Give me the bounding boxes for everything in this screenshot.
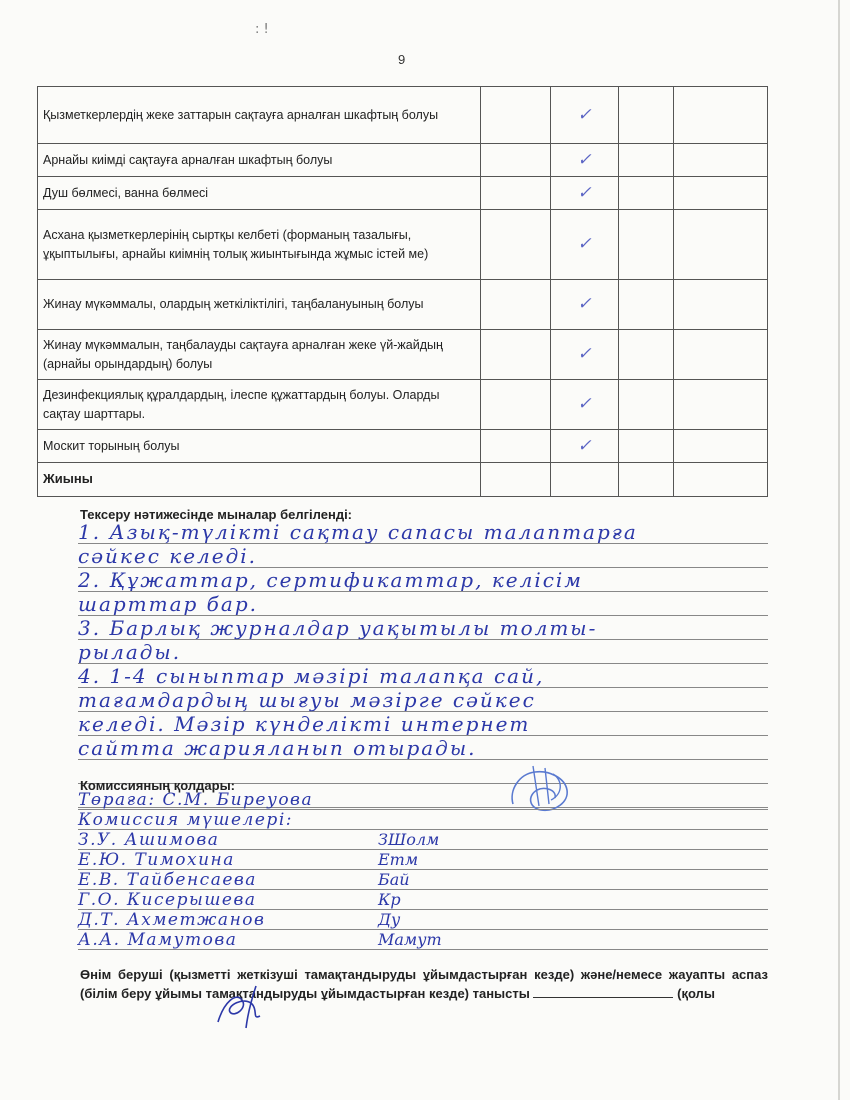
empty-cell (674, 430, 768, 463)
empty-cell (674, 463, 768, 497)
empty-cell (481, 87, 551, 144)
commission-heading: Комиссияның қолдары: (80, 778, 236, 793)
acknowledgement-body: Өнім беруші (қызметті жеткізуші тамақтандыруды ұйымдастырған кезде) және/немесе жауапты аспаз (білім беру ұйымы тамақтандыруды ұйымдастырған кезде) танысты (80, 967, 768, 1001)
signature-blank (533, 985, 673, 998)
criterion-cell: Жинау мүкәммалын, таңбалауды сақтауға арналған жеке үй-жайдың (арнайы орындардың) болуы (38, 330, 481, 380)
empty-cell (551, 463, 619, 497)
signer-name: Д.Т. Ахметжанов (78, 910, 266, 930)
empty-cell (674, 177, 768, 210)
ruled-line (78, 544, 768, 568)
signer-name: Г.О. Кисерышева (78, 890, 257, 910)
ruled-line (78, 592, 768, 616)
ruled-line (78, 640, 768, 664)
empty-cell (481, 380, 551, 430)
table-row (38, 330, 768, 380)
signer-name: Е.В. Тайбенсаева (78, 870, 257, 890)
total-label: Жиыны (38, 463, 481, 497)
empty-cell (674, 280, 768, 330)
signature-line (78, 850, 768, 870)
ruled-line (78, 616, 768, 640)
signature-mark: Кр (378, 890, 401, 909)
checkmark: ✓ (551, 177, 619, 210)
signature-line (78, 810, 768, 830)
table-row (38, 210, 768, 280)
findings-heading: Тексеру нәтижесінде мыналар белгіленді: (80, 507, 353, 522)
empty-cell (619, 430, 674, 463)
handwritten-text: 1. Азық-түлікті сақтау сапасы талаптарға (78, 520, 638, 544)
empty-cell (481, 144, 551, 177)
empty-cell (619, 210, 674, 280)
criterion-cell: Арнайы киімді сақтауға арналған шкафтың болуы (38, 144, 481, 177)
signature-mark: ЗШолм (378, 830, 440, 849)
empty-cell (674, 144, 768, 177)
checkmark: ✓ (551, 210, 619, 280)
signer-name: А.А. Мамутова (78, 930, 238, 950)
signer-name: Төраға: С.М. Биреуова (78, 790, 314, 810)
ruled-line (78, 736, 768, 760)
empty-cell (481, 330, 551, 380)
signer-name: З.У. Ашимова (78, 830, 220, 850)
empty-cell (481, 210, 551, 280)
empty-cell (481, 280, 551, 330)
signature-caption: (қолы (677, 986, 715, 1001)
ruled-line (78, 712, 768, 736)
signature-line (78, 870, 768, 890)
criterion-cell: Москит торының болуы (38, 430, 481, 463)
signer-name: Комиссия мүшелері: (78, 810, 293, 830)
commission-signatures (78, 790, 768, 950)
empty-cell (619, 144, 674, 177)
signature-mark: Ду (378, 910, 401, 929)
handwritten-text: сайтта жарияланып отырады. (78, 736, 477, 760)
signature-line (78, 930, 768, 950)
table-row (38, 380, 768, 430)
empty-cell (674, 330, 768, 380)
signature-mark: Етм (378, 850, 419, 869)
ruled-line (78, 664, 768, 688)
ruled-line (78, 688, 768, 712)
empty-cell (619, 177, 674, 210)
ruled-line (78, 520, 768, 544)
empty-cell (619, 380, 674, 430)
checklist-table (37, 86, 768, 497)
signature-line (78, 790, 768, 810)
criterion-cell: Душ бөлмесі, ванна бөлмесі (38, 177, 481, 210)
acknowledgement-text (80, 965, 768, 1003)
table-row (38, 430, 768, 463)
table-row (38, 87, 768, 144)
empty-cell (674, 210, 768, 280)
criterion-cell: Асхана қызметкерлерінің сыртқы келбеті (форманың тазалығы, ұқыптылығы, арнайы киімнің толық жиынтығында жұмыс істей ме) (38, 210, 481, 280)
supplier-signature (212, 982, 272, 1032)
scan-edge (838, 0, 840, 1100)
top-mark: : ! (255, 22, 269, 37)
handwritten-text: шарттар бар. (78, 592, 258, 616)
table-row (38, 280, 768, 330)
signature-mark: Мамут (378, 930, 442, 949)
signer-name: Е.Ю. Тимохина (78, 850, 235, 870)
checkmark: ✓ (551, 144, 619, 177)
checkmark: ✓ (551, 87, 619, 144)
handwritten-text: тағамдардың шығуы мәзірге сәйкес (78, 688, 536, 712)
empty-cell (674, 380, 768, 430)
criterion-cell: Қызметкерлердің жеке заттарын сақтауға арналған шкафтың болуы (38, 87, 481, 144)
empty-cell (619, 330, 674, 380)
empty-cell (619, 87, 674, 144)
empty-cell (674, 87, 768, 144)
handwritten-text: 4. 1-4 сыныптар мәзірі талапқа сай, (78, 664, 545, 688)
signature-line (78, 830, 768, 850)
empty-cell (481, 430, 551, 463)
findings-lines (78, 520, 768, 808)
page-number: 9 (398, 52, 406, 67)
handwritten-text: 2. Құжаттар, сертификаттар, келісім (78, 568, 583, 592)
handwritten-text: сәйкес келеді. (78, 544, 258, 568)
checkmark: ✓ (551, 380, 619, 430)
empty-cell (481, 177, 551, 210)
checkmark: ✓ (551, 330, 619, 380)
handwritten-text: келеді. Мәзір күнделікті интернет (78, 712, 531, 736)
signature-line (78, 910, 768, 930)
table-row (38, 177, 768, 210)
criterion-cell: Дезинфекциялық құралдардың, ілеспе құжаттардың болуы. Оларды сақтау шарттары. (38, 380, 481, 430)
table-row (38, 144, 768, 177)
checkmark: ✓ (551, 430, 619, 463)
handwritten-text: 3. Барлық журналдар уақытылы толты- (78, 616, 598, 640)
table-total-row (38, 463, 768, 497)
checkmark: ✓ (551, 280, 619, 330)
signature-line (78, 890, 768, 910)
empty-cell (619, 280, 674, 330)
empty-cell (481, 463, 551, 497)
signature-mark: Бай (378, 870, 410, 889)
empty-cell (619, 463, 674, 497)
ruled-line (78, 568, 768, 592)
criterion-cell: Жинау мүкәммалы, олардың жеткіліктілігі, таңбалануының болуы (38, 280, 481, 330)
handwritten-text: рылады. (78, 640, 182, 664)
